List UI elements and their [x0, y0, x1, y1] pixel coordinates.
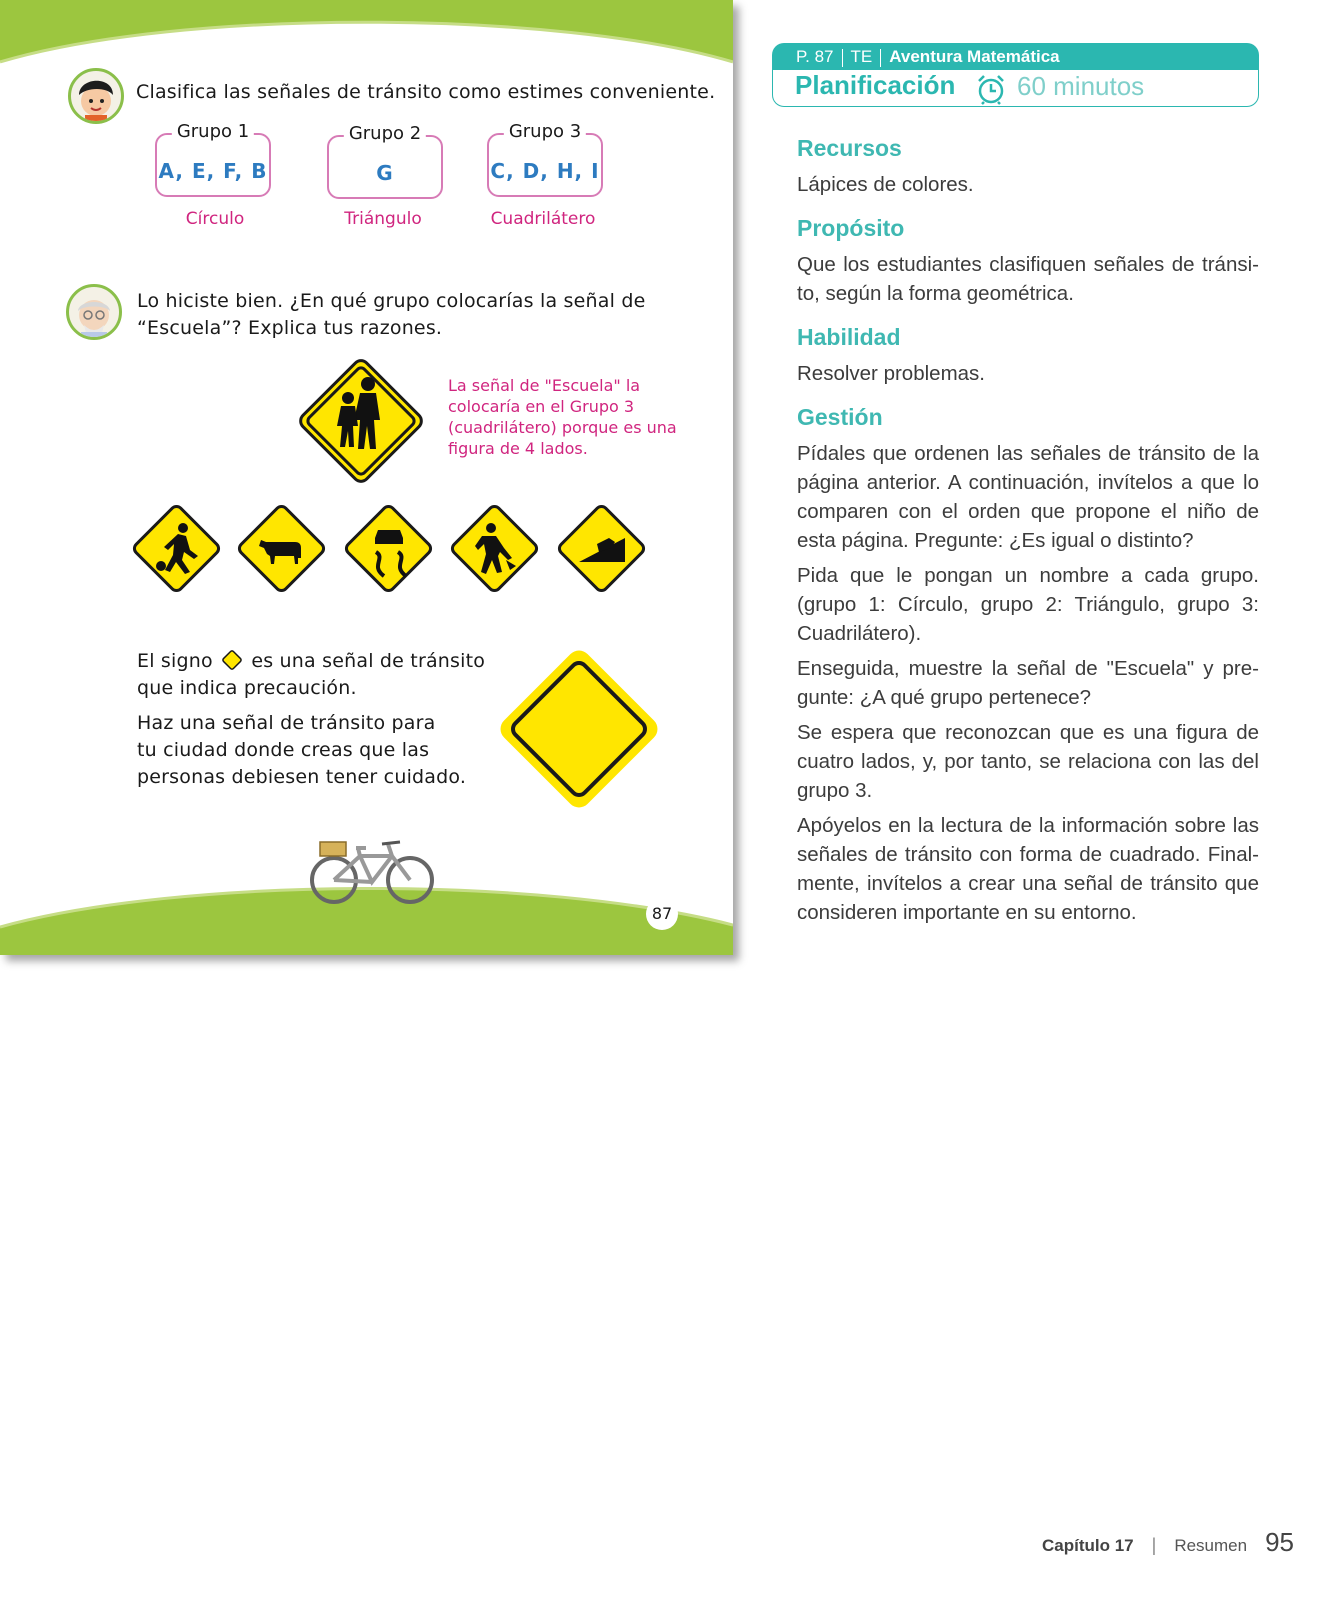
tab-page-ref: P. 87 [796, 47, 834, 66]
habilidad-heading: Habilidad [797, 324, 901, 350]
gestion-heading: Gestión [797, 404, 883, 430]
blank-caution-sign-icon [490, 640, 668, 818]
gestion-paragraph: Se espera que reconozcan que es una figura de cuatro lados, y, por tanto, se relaciona con las del grupo 3. [797, 721, 1259, 802]
task-line-3: personas debiesen tener cuidado. [137, 766, 467, 788]
proposito-heading: Propósito [797, 215, 905, 241]
student-page [0, 0, 733, 955]
group-3-value: C, D, H, I [490, 159, 600, 183]
gestion-paragraph: Enseguida, muestre la señal de "Escuela" y pre-gunte: ¿A qué grupo pertenece? [797, 657, 1259, 709]
answer-line-2: colocaría en el Grupo 3 [448, 397, 635, 416]
recursos-heading: Recursos [797, 135, 902, 161]
section-habilidad [797, 324, 1259, 388]
caution-note-after: es una señal de tránsito [251, 650, 486, 672]
group-1-title: Grupo 1 [172, 121, 254, 142]
planning-title: Planificación [795, 70, 956, 100]
prompt-classify: Clasifica las señales de tránsito como estimes conveniente. [136, 81, 716, 103]
tab-type: TE [850, 47, 873, 66]
answer-line-1: La señal de "Escuela" la [448, 376, 641, 395]
caution-note [137, 648, 485, 675]
school-crossing-sign-icon [294, 354, 428, 488]
top-green-band [0, 0, 733, 70]
tab-separator [842, 49, 843, 67]
road-work-sign-icon [446, 500, 543, 597]
section-recursos [797, 135, 1259, 199]
steep-descent-sign-icon [553, 500, 650, 597]
group-2-title: Grupo 2 [344, 123, 426, 144]
recursos-text: Lápices de colores. [797, 173, 974, 196]
task-line-1: Haz una señal de tránsito para [137, 712, 436, 734]
group-2-value: G [376, 161, 394, 185]
caution-note-line2: que indica precaución. [137, 677, 357, 699]
group-1-name: Círculo [185, 209, 245, 229]
alarm-clock-icon [975, 73, 1007, 105]
page-footer [1042, 1527, 1294, 1557]
footer-separator: | [1151, 1535, 1157, 1555]
group-2-box [327, 123, 443, 199]
duration: 60 minutos [1017, 71, 1145, 101]
answer-text [448, 375, 683, 459]
gestion-paragraph: Pídales que ordenen las señales de tránsito de la página anterior. A continuación, invítelos a que lo comparen con el orden que propone el niño de esta página. Pregunte: ¿Es igual o distinto? [797, 442, 1259, 552]
gestion-paragraph: Apóyelos en la lectura de la información sobre las señales de tránsito con forma de cuadrado. Final-mente, invítelos a crear una señal de tránsito que consideren importante en su entorno. [797, 814, 1259, 924]
slippery-road-sign-icon [340, 500, 437, 597]
prompt-question-line1: Lo hiciste bien. ¿En qué grupo colocarías la señal de [137, 290, 646, 312]
group-3-name: Cuadrilátero [490, 209, 596, 229]
caution-note-before: El signo [137, 650, 213, 672]
prompt-question-line2: “Escuela”? Explica tus razones. [137, 317, 443, 339]
header-body [772, 70, 1259, 107]
footer-section: Resumen [1174, 1536, 1248, 1555]
professor-avatar [66, 284, 122, 340]
task-text [137, 710, 466, 791]
section-gestion [797, 404, 1259, 927]
habilidad-text: Resolver problemas. [797, 362, 985, 385]
group-3-box [487, 121, 603, 197]
caution-diamond-icon [219, 648, 245, 672]
group-3-title: Grupo 3 [504, 121, 586, 142]
footer-chapter: Capítulo 17 [1042, 1536, 1134, 1555]
guide-body [797, 135, 1259, 943]
group-1-box [155, 121, 271, 197]
footer-page-number: 95 [1265, 1527, 1294, 1557]
answer-line-4: figura de 4 lados. [448, 439, 588, 458]
bicycle-icon [308, 826, 436, 906]
group-2-name: Triángulo [344, 209, 422, 229]
cattle-crossing-sign-icon [233, 500, 330, 597]
student-page-number: 87 [646, 898, 678, 930]
tab-book-title: Aventura Matemática [889, 47, 1060, 66]
boy-avatar [68, 68, 124, 124]
answer-line-3: (cuadrilátero) porque es una [448, 418, 677, 437]
gestion-paragraph: Pida que le pongan un nombre a cada grupo. (grupo 1: Círculo, grupo 2: Triángulo, grupo 3: Cuadrilátero). [797, 564, 1259, 645]
section-proposito [797, 215, 1259, 308]
group-1-value: A, E, F, B [158, 159, 268, 183]
header-tab [772, 43, 1259, 70]
proposito-text: Que los estudiantes clasifiquen señales de tránsi-to, según la forma geométrica. [797, 253, 1259, 305]
guide-header [772, 43, 1259, 107]
task-line-2: tu ciudad donde creas que las [137, 739, 430, 761]
tab-separator [880, 49, 881, 67]
children-playing-sign-icon [128, 500, 225, 597]
